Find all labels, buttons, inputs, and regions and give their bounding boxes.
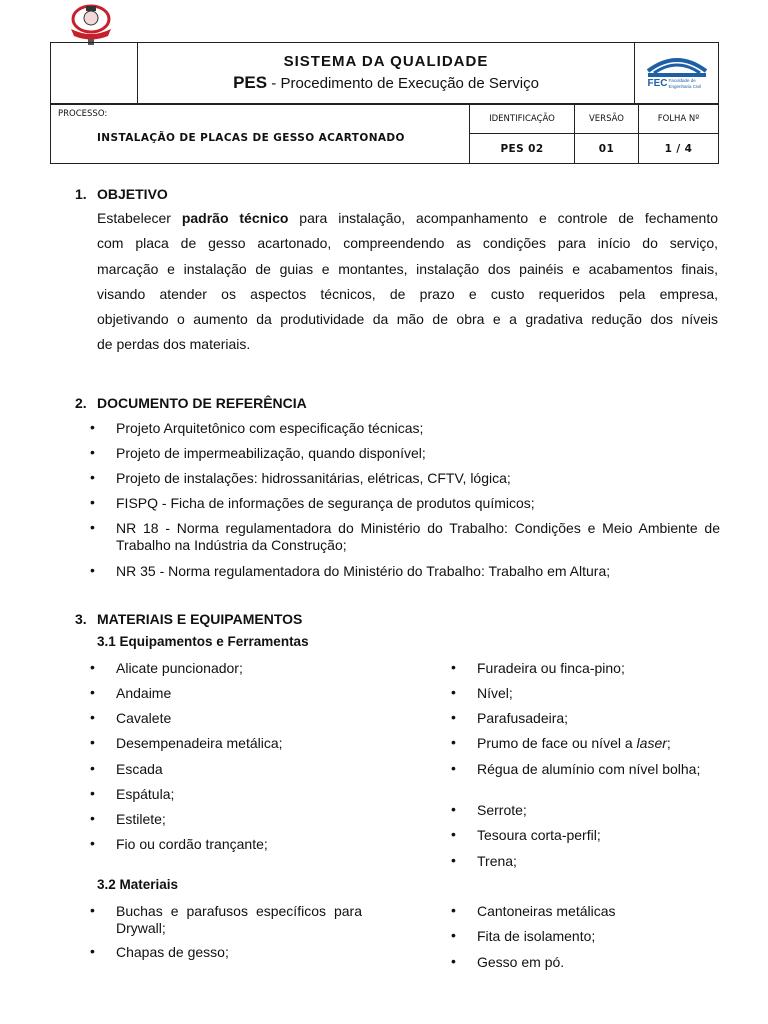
bullet-icon: • <box>451 684 456 700</box>
bullet-icon: • <box>90 943 95 959</box>
bullet-icon: • <box>90 835 95 851</box>
section-2-number: 2. <box>75 395 87 411</box>
bullet-icon: • <box>90 734 95 750</box>
id-label: IDENTIFICAÇÃO <box>470 105 575 134</box>
list-item-text: Projeto de instalações: hidrossanitárias, elétricas, CFTV, lógica; <box>116 470 511 486</box>
bullet-icon: • <box>451 826 456 842</box>
header-left-blank <box>51 43 138 104</box>
list-item-text: Cavalete <box>116 710 172 726</box>
institution-logo <box>68 3 114 47</box>
list-item-text: Cantoneiras metálicas <box>477 903 616 919</box>
text-segment: ; <box>666 735 671 751</box>
paragraph-line: de perdas dos materiais. <box>97 336 251 353</box>
italic-text: laser <box>636 735 667 751</box>
bullet-icon: • <box>451 852 456 868</box>
bullet-icon: • <box>90 469 95 485</box>
list-item-text: Chapas de gesso; <box>116 944 229 960</box>
document-header <box>50 42 719 104</box>
bullet-icon: • <box>90 760 95 776</box>
list-item-text: Estilete; <box>116 811 166 827</box>
bullet-icon: • <box>90 444 95 460</box>
version-value: 01 <box>575 134 639 164</box>
list-item-text: Projeto Arquitetônico com especificação técnicas; <box>116 420 424 436</box>
section-1-number: 1. <box>75 186 87 202</box>
list-item-text: Fita de isolamento; <box>477 928 596 944</box>
list-item-text: Fio ou cordão trançante; <box>116 836 268 852</box>
header-title-cell <box>138 43 635 104</box>
subsection-3-2-title: 3.2 Materiais <box>97 877 179 892</box>
bullet-icon: • <box>451 734 456 750</box>
bullet-icon: • <box>451 760 456 776</box>
pes-title <box>138 73 634 93</box>
line-text: Estabelecer <box>97 210 182 226</box>
bullet-icon: • <box>90 659 95 675</box>
bullet-icon: • <box>451 709 456 725</box>
bullet-icon: • <box>90 709 95 725</box>
system-title: SISTEMA DA QUALIDADE <box>283 53 489 70</box>
list-item-text: Parafusadeira; <box>477 710 569 726</box>
process-label: PROCESSO: <box>58 109 108 119</box>
section-3-number: 3. <box>75 611 87 627</box>
sheet-value: 1 / 4 <box>639 134 719 164</box>
list-item-text: NR 18 - Norma regulamentadora do Ministério do Trabalho: Condições e Meio Ambiente de Trabalho na Indústria da Construção; <box>116 520 720 553</box>
list-item-text: FISPQ - Ficha de informações de segurança de produtos químicos; <box>116 495 535 511</box>
process-title: INSTALAÇÃO DE PLACAS DE GESSO ACARTONADO <box>97 132 405 144</box>
list-item-text: Escada <box>116 761 163 777</box>
list-item-text: Nível; <box>477 685 513 701</box>
list-item-text: Serrote; <box>477 802 527 818</box>
process-cell <box>51 105 470 164</box>
bold-text: padrão técnico <box>181 210 289 226</box>
section-3-heading <box>75 611 302 627</box>
bullet-icon: • <box>90 902 95 918</box>
bullet-icon: • <box>90 494 95 510</box>
section-1-title: OBJETIVO <box>97 186 168 202</box>
bullet-icon: • <box>90 419 95 435</box>
list-item-text: Desempenadeira metálica; <box>116 735 283 751</box>
list-item-text: NR 35 - Norma regulamentadora do Ministério do Trabalho: Trabalho em Altura; <box>116 563 611 579</box>
bullet-icon: • <box>451 902 456 918</box>
pes-abbr: PES <box>233 73 268 92</box>
subsection-3-1-title: 3.1 Equipamentos e Ferramentas <box>97 634 309 649</box>
section-3-title: MATERIAIS E EQUIPAMENTOS <box>97 611 303 627</box>
fec-logo-abbr: FEC <box>647 78 668 89</box>
bullet-icon: • <box>451 953 456 969</box>
list-item-text: Furadeira ou finca-pino; <box>477 660 625 676</box>
list-item-text: Buchas e parafusos específicos para Drywall; <box>116 903 362 936</box>
list-item-text: Gesso em pó. <box>477 954 565 970</box>
pes-desc: - Procedimento de Execução de Serviço <box>267 75 539 92</box>
fec-logo-text-1: Faculdade de <box>668 78 696 83</box>
version-label: VERSÃO <box>575 105 639 134</box>
bullet-icon: • <box>451 927 456 943</box>
fec-logo-cell <box>635 43 719 104</box>
line-text: para instalação, acompanhamento e controle de fechamento <box>288 210 718 226</box>
bullet-icon: • <box>90 810 95 826</box>
text-segment: Prumo de face ou nível a <box>477 735 637 751</box>
process-table <box>50 104 719 164</box>
sheet-label: FOLHA Nº <box>639 105 719 134</box>
bullet-icon: • <box>90 785 95 801</box>
list-item-text: Tesoura corta-perfil; <box>477 827 601 843</box>
bullet-icon: • <box>90 684 95 700</box>
list-item-text <box>477 735 721 752</box>
section-2-heading <box>75 395 307 411</box>
section-2-title: DOCUMENTO DE REFERÊNCIA <box>97 395 307 411</box>
section-1-heading <box>75 186 168 202</box>
list-item-text: Projeto de impermeabilização, quando disponível; <box>116 445 426 461</box>
list-item-text: Espátula; <box>116 786 175 802</box>
list-item-text: Andaime <box>116 685 172 701</box>
paragraph-line: objetivando o aumento da produtividade da mão de obra e a gradativa redução dos níveis <box>97 311 718 328</box>
paragraph-line: marcação e instalação de guias e montantes, instalação dos painéis e acabamentos finais, <box>97 260 718 277</box>
paragraph-line <box>97 206 718 231</box>
list-item-text: Trena; <box>477 853 517 869</box>
fec-logo-text-2: Engenharia Civil <box>668 84 702 89</box>
bullet-icon: • <box>90 562 95 578</box>
list-item-text: Alicate puncionador; <box>116 660 243 676</box>
paragraph-line: visando atender os aspectos técnicos, de prazo e custo requeridos pela empresa, <box>97 285 718 302</box>
list-item-text: Régua de alumínio com nível bolha; <box>477 761 701 777</box>
bullet-icon: • <box>451 659 456 675</box>
paragraph-line: com placa de gesso acartonado, compreendendo as condições para início do serviço, <box>97 235 718 252</box>
bullet-icon: • <box>451 801 456 817</box>
fec-logo <box>646 53 708 93</box>
id-value: PES 02 <box>470 134 575 164</box>
section-1-paragraph <box>97 206 718 358</box>
bullet-icon: • <box>90 519 95 535</box>
